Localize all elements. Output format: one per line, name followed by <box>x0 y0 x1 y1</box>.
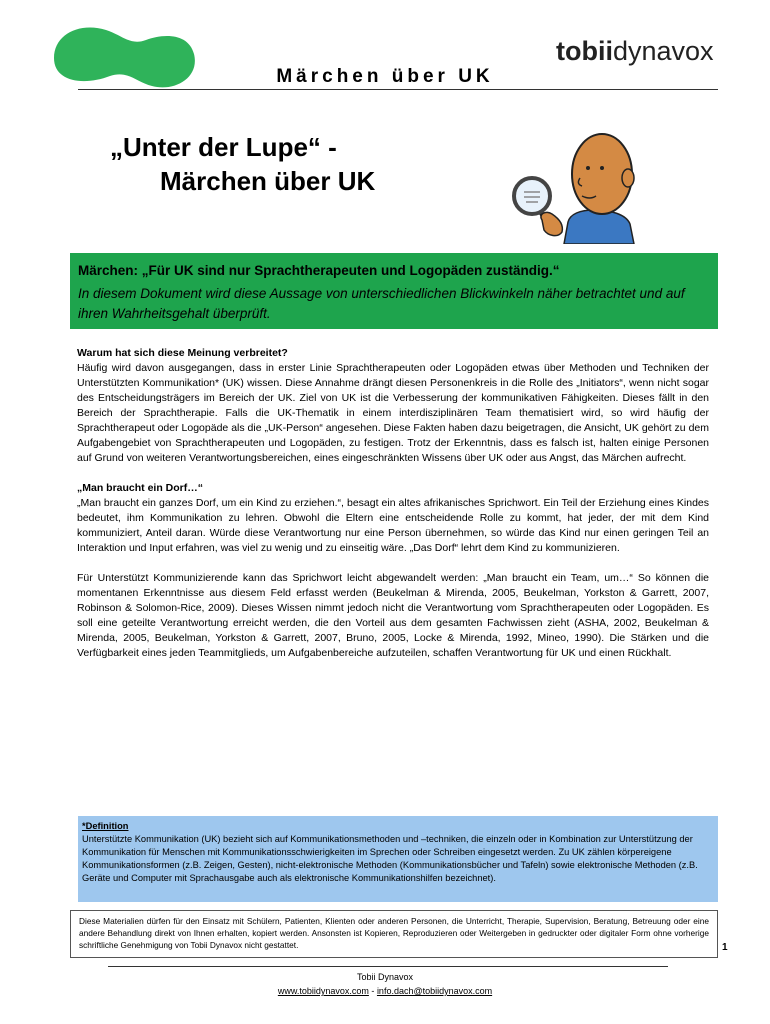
footer-separator: - <box>371 986 375 996</box>
person-magnifier-illustration <box>498 126 648 244</box>
definition-box <box>78 816 718 902</box>
legal-notice: Diese Materialien dürfen für den Einsatz mit Schülern, Patienten, Klienten oder anderen Personen, die Unterricht, Therapie, Supervision, Beratung, Betreuung oder eine andere Behandlung direkt von Ihnen erhalten, kopiert werden. Ansonsten ist Kopieren, Reproduzieren oder Weitergeben in gedruckter oder digitaler Form ohne vorherige schriftliche Genehmigung von Tobii Dynavox nicht gestattet. <box>70 910 718 958</box>
main-title-line1: „Unter der Lupe“ - <box>110 132 337 162</box>
definition-heading: *Definition <box>82 821 129 831</box>
footer-divider <box>108 966 668 967</box>
logo-part-dynavox: dynavox <box>612 36 714 66</box>
body-content <box>77 346 709 676</box>
section-heading-village: „Man braucht ein Dorf…“ <box>77 482 204 494</box>
page-number: 1 <box>722 942 728 953</box>
section-paragraph-why: Häufig wird davon ausgegangen, dass in erster Linie Sprachtherapeuten oder Logopäden etwas über Methoden und Techniken der Unterstützten Kommunikation* (UK) wissen. Diese Annahme drängt diesen Personenkreis in die Rolle des „Initiators“, wenn nicht sogar des Entscheidungsträgers im Bereich der UK. Ziel von UK ist die Verbesserung der kommunikativen Fähigkeiten. Dieses fällt in den Bereich der Sprachtherapie. Falls die UK-Thematik in einem interdisziplinären Team thematisiert wird, so wird häufig der Sprachtherapeut oder Logopäde als die „UK-Person“ angesehen. Diese Fakten haben dazu beigetragen, die Ansicht, UK gehört zu dem Aufgabengebiet von Sprachtherapeuten und Logopäden, zu festigen. Trotz der Erkenntnis, dass es falsch ist, halten einige Personen auf Grund von weiteren Verantwortungsbereichen, eines eingeschränkten Wissens über UK oder aus Angst, das Märchen aufrecht. <box>77 362 709 464</box>
footer <box>0 970 770 998</box>
main-title-line2: Märchen über UK <box>160 166 376 196</box>
footer-company: Tobii Dynavox <box>356 972 414 982</box>
section-heading-why: Warum hat sich diese Meinung verbreitet? <box>77 347 288 359</box>
myth-statement: Märchen: „Für UK sind nur Sprachtherapeuten und Logopäden zuständig.“ <box>78 263 560 278</box>
section-paragraph-team: Für Unterstützt Kommunizierende kann das Sprichwort leicht abgewandelt werden: „Man braucht ein Team, um…“ So können die momentanen Erkenntnisse aus diesem Feld erfasst werden (Beukelman & Mirenda, 2005, Beukelman, Yorkston & Garrett, 2007, Robinson & Solomon-Rice, 2009). Dieses Wissen nimmt jedoch nicht die Verantwortung vom Sprachtherapeuten oder Logopäden. Es soll eine geteilte Verantwortung erreicht werden, die den Vorteil aus dem gesamten Fachwissen zieht (ASHA, 2002, Beukelman & Mirenda, 2005, Beukelman, Yorkston & Garrett, 2007, Bruno, 2005, Locke & Mirenda, 1992, Mineo, 1990). Die Stärken und die Verfügbarkeit eines jeden Teammitglieds, um Aufgabenbereiche aufzuteilen, schaffen Verantwortung für UK und einen Rückhalt. <box>77 572 709 659</box>
header-divider <box>78 89 718 90</box>
header-title: Märchen über UK <box>276 66 494 87</box>
main-title <box>110 130 375 198</box>
logo-part-tobii: tobii <box>556 36 613 66</box>
footer-website-link[interactable]: www.tobiidynavox.com <box>277 986 369 996</box>
tobii-dynavox-logo <box>556 36 714 67</box>
footer-email-link[interactable]: info.dach@tobiidynavox.com <box>376 986 493 996</box>
definition-text: Unterstützte Kommunikation (UK) bezieht sich auf Kommunikationsmethoden und –techniken, die einzeln oder in Kombination zur Unterstützung der Kommunikation für Menschen mit Kommunikationsschwierigkeiten im Sprechen oder Schreiben eingesetzt werden. Zu UK zählen körpereigene Kommunikationsformen (z.B. Zeigen, Gesten), nicht-elektronische Methoden (Kommunikationsbücher und Tafeln) sowie elektronische Methoden (z.B. Geräte und Computer mit Sprachausgabe auch als elektronische Kommunikationshilfen bezeichnet). <box>82 834 698 883</box>
myth-highlight-box <box>70 253 718 329</box>
myth-intro: In diesem Dokument wird diese Aussage von unterschiedlichen Blickwinkeln näher betrachtet und auf ihren Wahrheitsgehalt überprüft. <box>78 286 685 321</box>
footer-contact <box>0 984 770 998</box>
section-paragraph-village: „Man braucht ein ganzes Dorf, um ein Kind zu erziehen.“, besagt ein altes afrikanisches Sprichwort. Ein Teil der Erziehung eines Kindes bedeutet, ihm Kommunikation zu lehren. Obwohl die Eltern eine entscheidende Rolle zu kommt, hat jeder, der mit dem Kind kommuniziert, Anteil daran. Würde diese Verantwortung nur eine Person übernehmen, so würde das Kind nur einen geringen Teil an Interaktion und Input erfahren, was viel zu wenig und zu einseitig wäre. „Das Dorf“ lehrt dem Kind zu kommunizieren. <box>77 497 709 554</box>
